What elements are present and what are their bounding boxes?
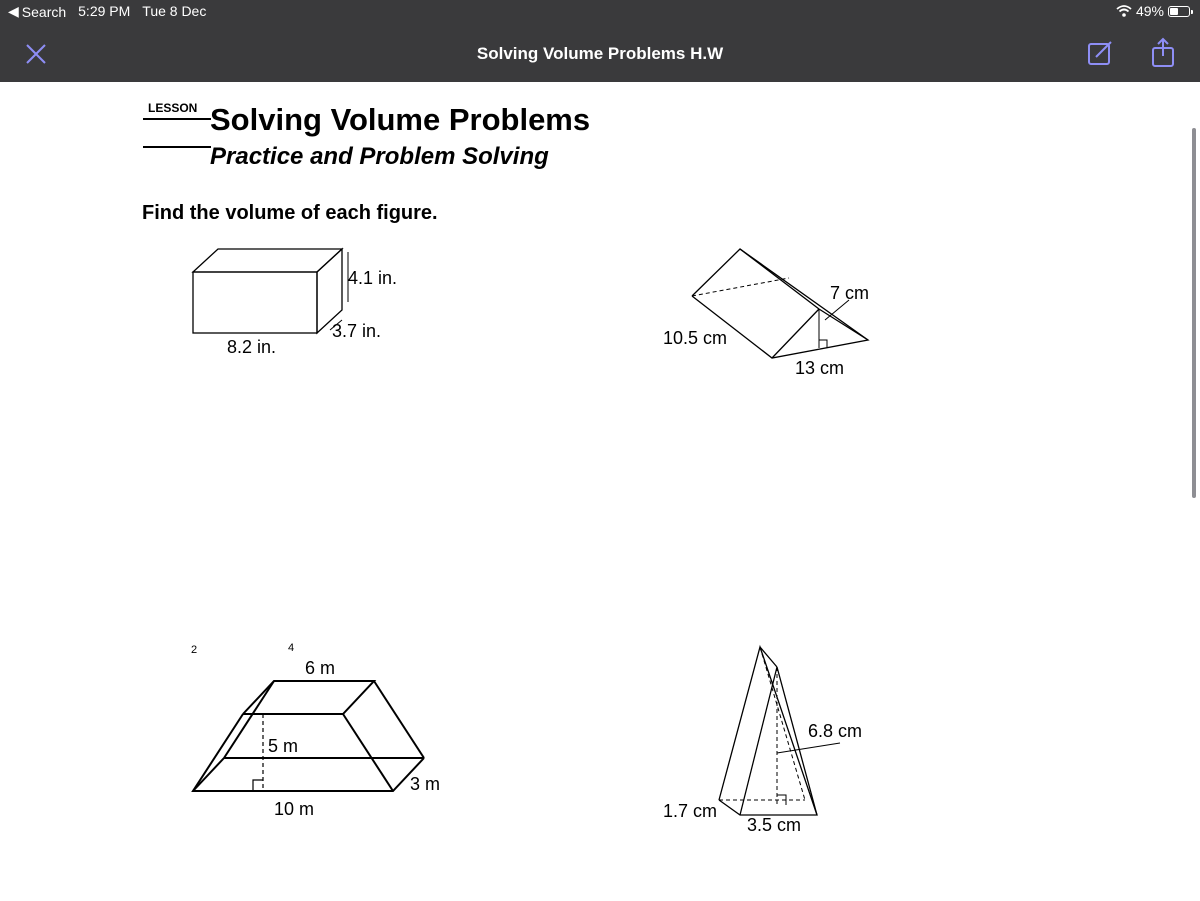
trapezoidal-prism-figure [185,637,455,827]
back-to-search[interactable]: ◀ Search [8,3,67,20]
tri-prism-height-label: 7 cm [830,283,870,303]
lesson-rule-bottom [143,146,211,148]
lesson-subtitle: Practice and Problem Solving [210,143,549,170]
wifi-icon [1116,5,1132,17]
status-date: Tue 8 Dec [142,3,207,19]
triangular-prism-figure [655,242,895,382]
status-bar [0,0,1200,24]
trap-height-label: 5 m [268,736,299,756]
lesson-rule-top [143,118,211,120]
pyramid-height-label: 6.8 cm [808,721,863,741]
back-arrow-icon: ◀ [8,3,19,19]
triangular-pyramid-figure [655,637,895,852]
instruction-text: Find the volume of each figure. [142,202,438,224]
tri-prism-base-label: 13 cm [795,358,845,378]
trap-top-label: 6 m [305,658,336,678]
nav-bar [0,24,1200,82]
trap-bottom-label: 10 m [274,799,315,819]
pyramid-base-label: 3.5 cm [747,815,802,835]
lesson-title: Solving Volume Problems [210,102,591,137]
document-title: Solving Volume Problems H.W [476,44,724,63]
battery-percent: 49% [1135,3,1164,19]
document-scrollbar[interactable] [1192,128,1196,498]
edit-icon[interactable] [1085,38,1115,68]
tri-prism-length-label: 10.5 cm [663,328,728,348]
status-time: 5:29 PM [78,3,131,19]
battery-icon [1168,6,1190,17]
document-page [0,82,1200,901]
figure-3-number-fragment: 2 [191,644,198,656]
prism-height-label: 4.1 in. [348,268,398,288]
pyramid-side-label: 1.7 cm [663,801,718,821]
figure-4-number-fragment: 4 [288,642,295,654]
prism-depth-label: 3.7 in. [332,321,382,341]
rectangular-prism-figure [180,242,420,362]
lesson-tag: LESSON [148,101,198,115]
prism-length-label: 8.2 in. [227,337,277,357]
trap-depth-label: 3 m [410,774,441,794]
share-icon[interactable] [1148,36,1178,68]
